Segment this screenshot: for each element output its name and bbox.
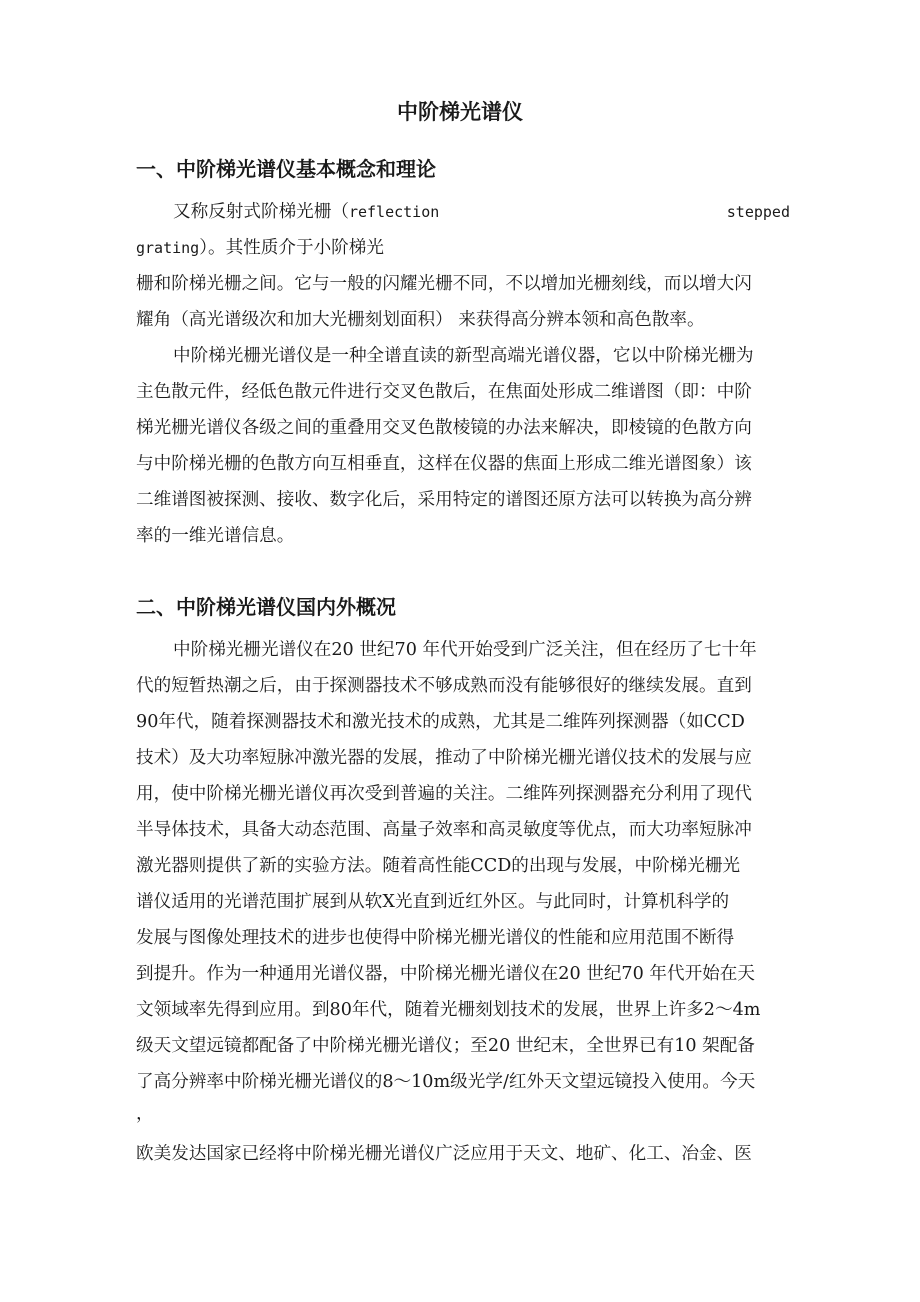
section-2-line-1: 中阶梯光栅光谱仪在20 世纪70 年代开始受到广泛关注，但在经历了七十年 — [173, 640, 757, 660]
paragraph-1-line-1-end: stepped — [726, 203, 790, 221]
section-2-line-8: 谱仪适用的光谱范围扩展到从软X光直到近红外区。与此同时，计算机科学的 — [136, 892, 730, 912]
text-span: reflection — [348, 203, 440, 221]
text-span: 又称反射式阶梯光栅（ — [173, 202, 349, 222]
text-span: ）。其性质介于小阶梯光 — [199, 238, 384, 258]
paragraph-1-line-2 — [136, 234, 384, 262]
section-2-line-10: 到提升。作为一种通用光谱仪器，中阶梯光栅光谱仪在20 世纪70 年代开始在天 — [136, 964, 755, 984]
section-2-line-12: 级天文望远镜都配备了中阶梯光栅光谱仪；至20 世纪末，全世界已有10 架配备 — [136, 1036, 755, 1056]
page-title: 中阶梯光谱仪 — [397, 100, 523, 124]
paragraph-2-line-3: 梯光栅光谱仪各级之间的重叠用交叉色散棱镜的办法来解决，即棱镜的色散方向 — [136, 418, 752, 438]
section-2-line-13: 了高分辨率中阶梯光栅光谱仪的8～10m级光学/红外天文望远镜投入使用。今天 — [136, 1072, 756, 1092]
section-2-line-2: 代的短暂热潮之后，由于探测器技术不够成熟而没有能够很好的继续发展。直到 — [136, 676, 752, 696]
section-2-line-4: 技术）及大功率短脉冲激光器的发展，推动了中阶梯光栅光谱仪技术的发展与应 — [136, 748, 752, 768]
section-2-line-3: 90年代，随着探测器技术和激光技术的成熟，尤其是二维阵列探测器（如CCD — [136, 712, 745, 732]
paragraph-2-line-1: 中阶梯光栅光谱仪是一种全谱直读的新型高端光谱仪器，它以中阶梯光栅为 — [173, 346, 754, 366]
section-2-line-5: 用，使中阶梯光栅光谱仪再次受到普遍的关注。二维阵列探测器充分利用了现代 — [136, 784, 752, 804]
paragraph-2-line-5: 二维谱图被探测、接收、数字化后，采用特定的谱图还原方法可以转换为高分辨 — [136, 490, 752, 510]
section-2-line-14: ， — [136, 1104, 154, 1124]
paragraph-1-line-4: 耀角（高光谱级次和加大光栅刻划面积） 来获得高分辨本领和高色散率。 — [136, 310, 705, 330]
section-1-heading: 一、中阶梯光谱仪基本概念和理论 — [136, 157, 436, 181]
section-2-heading: 二、中阶梯光谱仪国内外概况 — [136, 595, 396, 619]
section-2-line-7: 激光器则提供了新的实验方法。随着高性能CCD的出现与发展，中阶梯光栅光 — [136, 856, 741, 876]
section-2-line-15: 欧美发达国家已经将中阶梯光栅光谱仪广泛应用于天文、地矿、化工、冶金、医 — [136, 1144, 752, 1164]
paragraph-2-line-2: 主色散元件，经低色散元件进行交叉色散后，在焦面处形成二维谱图（即：中阶 — [136, 382, 752, 402]
text-span: grating — [136, 239, 200, 257]
paragraph-1-line-1 — [173, 198, 439, 226]
paragraph-1-line-3: 栅和阶梯光栅之间。它与一般的闪耀光栅不同，不以增加光栅刻线，而以增大闪 — [136, 274, 752, 294]
paragraph-2-line-6: 率的一维光谱信息。 — [136, 526, 295, 546]
section-2-line-6: 半导体技术，具备大动态范围、高量子效率和高灵敏度等优点，而大功率短脉冲 — [136, 820, 752, 840]
section-2-line-11: 文领域率先得到应用。到80年代，随着光栅刻划技术的发展，世界上许多2～4m — [136, 1000, 761, 1020]
paragraph-2-line-4: 与中阶梯光栅的色散方向互相垂直，这样在仪器的焦面上形成二维光谱图象）该 — [136, 454, 752, 474]
section-2-line-9: 发展与图像处理技术的进步也使得中阶梯光栅光谱仪的性能和应用范围不断得 — [136, 928, 735, 948]
